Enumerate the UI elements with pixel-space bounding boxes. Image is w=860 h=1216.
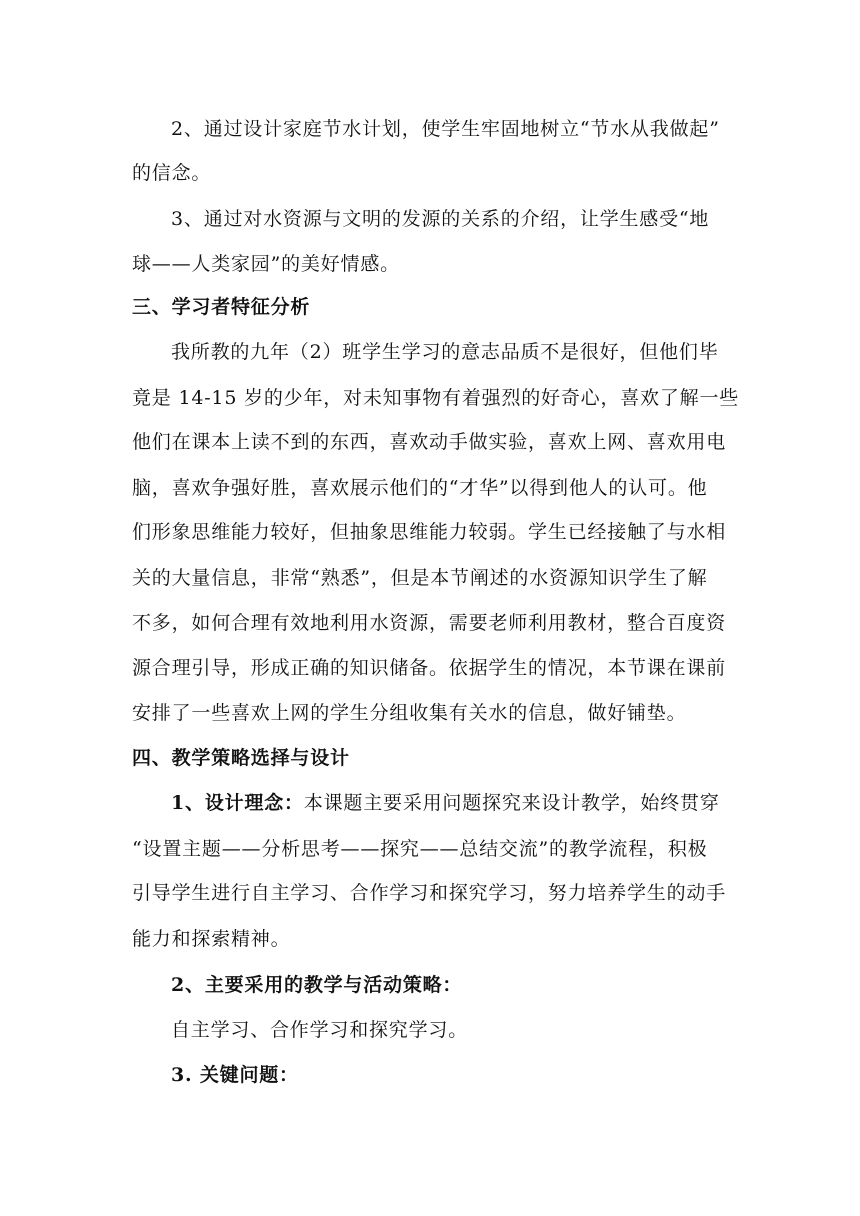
objective-2-line-2: 的信念。 [132,162,212,184]
section-3-paragraph-line: 关的大量信息，非常“熟悉”，但是本节阐述的水资源知识学生了解 [132,567,708,589]
section-3-paragraph-line: 安排了一些喜欢上网的学生分组收集有关水的信息，做好铺垫。 [132,702,687,724]
section-3-paragraph-line: 我所教的九年（2）班学生学习的意志品质不是很好，但他们毕 [171,341,719,363]
section-3-paragraph-line: 脑，喜欢争强好胜，喜欢展示他们的“才华”以得到他人的认可。他 [132,477,708,499]
objective-3-line-2: 球——人类家园”的美好情感。 [132,253,400,275]
section-3-paragraph-line: 们形象思维能力较好，但抽象思维能力较弱。学生已经接触了与水相 [132,521,727,543]
design-concept-line: 引导学生进行自主学习、合作学习和探究学习，努力培养学生的动手 [132,882,727,904]
section-3-paragraph-line: 源合理引导，形成正确的知识储备。依据学生的情况，本节课在课前 [132,657,727,679]
section-3-heading: 三、学习者特征分析 [132,296,311,318]
strategy-heading: 2、主要采用的教学与活动策略： [171,974,463,996]
section-3-paragraph-line: 他们在课本上读不到的东西，喜欢动手做实验，喜欢上网、喜欢用电 [132,431,727,453]
design-concept-line: “设置主题——分析思考——探究——总结交流”的教学流程，积极 [132,838,708,860]
section-3-paragraph-line: 竟是 14-15 岁的少年，对未知事物有着强烈的好奇心，喜欢了解一些 [132,387,740,409]
key-questions-heading: 3. 关键问题： [171,1064,299,1086]
section-4-heading: 四、教学策略选择与设计 [132,747,350,769]
design-concept-text: 本课题主要采用问题探究来设计教学，始终贯穿 [303,792,720,814]
objective-2-line-1: 2、通过设计家庭节水计划，使学生牢固地树立“节水从我做起” [171,118,720,140]
design-concept-line: 能力和探索精神。 [132,928,291,950]
strategy-text: 自主学习、合作学习和探究学习。 [171,1019,469,1041]
section-3-paragraph-line: 不多，如何合理有效地利用水资源，需要老师利用教材，整合百度资 [132,612,727,634]
design-concept-line-1 [171,794,720,813]
design-concept-label: 1、设计理念： [171,792,304,814]
objective-3-line-1: 3、通过对水资源与文明的发源的关系的介绍，让学生感受“地 [171,208,710,230]
